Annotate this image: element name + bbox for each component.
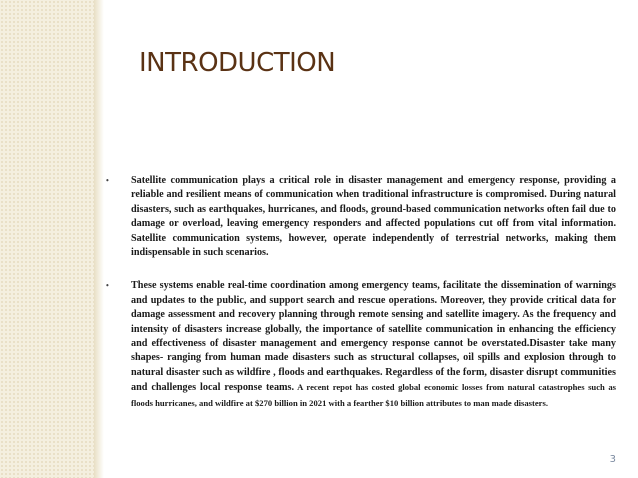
bullet-icon: •: [106, 281, 109, 291]
side-band-edge: [94, 0, 104, 478]
page-number: 3: [609, 454, 616, 465]
decorative-side-band: [0, 0, 94, 478]
bullet-paragraph-1: [106, 174, 616, 260]
paragraph-small-text: A recent repot has costed global economic losses from natural catastrophes such as floods hurricanes, and wildfire at $270 billion in 2021 with a fearther $10 billion attributes to man made disasters.: [131, 382, 616, 408]
slide-title: INTRODUCTION: [139, 48, 336, 78]
paragraph-text: These systems enable real-time coordination among emergency teams, facilitate the dissemination of warnings and updates to the public, and support search and rescue operations. Moreover, they provide critical data for damage assessment and recovery planning through remote sensing and satellite imagery. As the frequency and intensity of disasters increase globally, the importance of satellite communication in enhancing the efficiency and effectiveness of disaster management and emergency response cannot be overstated.Disaster take many shapes- ranging from human made disasters such as structural collapses, oil spills and explosion through to natural disaster such as wildfire , floods and earthquakes. Regardless of the form, disaster disrupt communities and challenges local response teams.: [131, 280, 616, 394]
bullet-icon: •: [106, 176, 109, 185]
slide-content: [106, 174, 616, 411]
bullet-paragraph-2: [106, 279, 616, 411]
paragraph-text: Satellite communication plays a critical role in disaster management and emergency response, providing a reliable and resilient means of communication when traditional infrastructure is compromised. During natural disasters, such as earthquakes, hurricanes, and floods, ground-based communication networks often fail due to damage or overload, leaving emergency responders and affected populations cut off from vital information. Satellite communication systems, however, operate independently of terrestrial networks, making them indispensable in such scenarios.: [131, 175, 616, 259]
